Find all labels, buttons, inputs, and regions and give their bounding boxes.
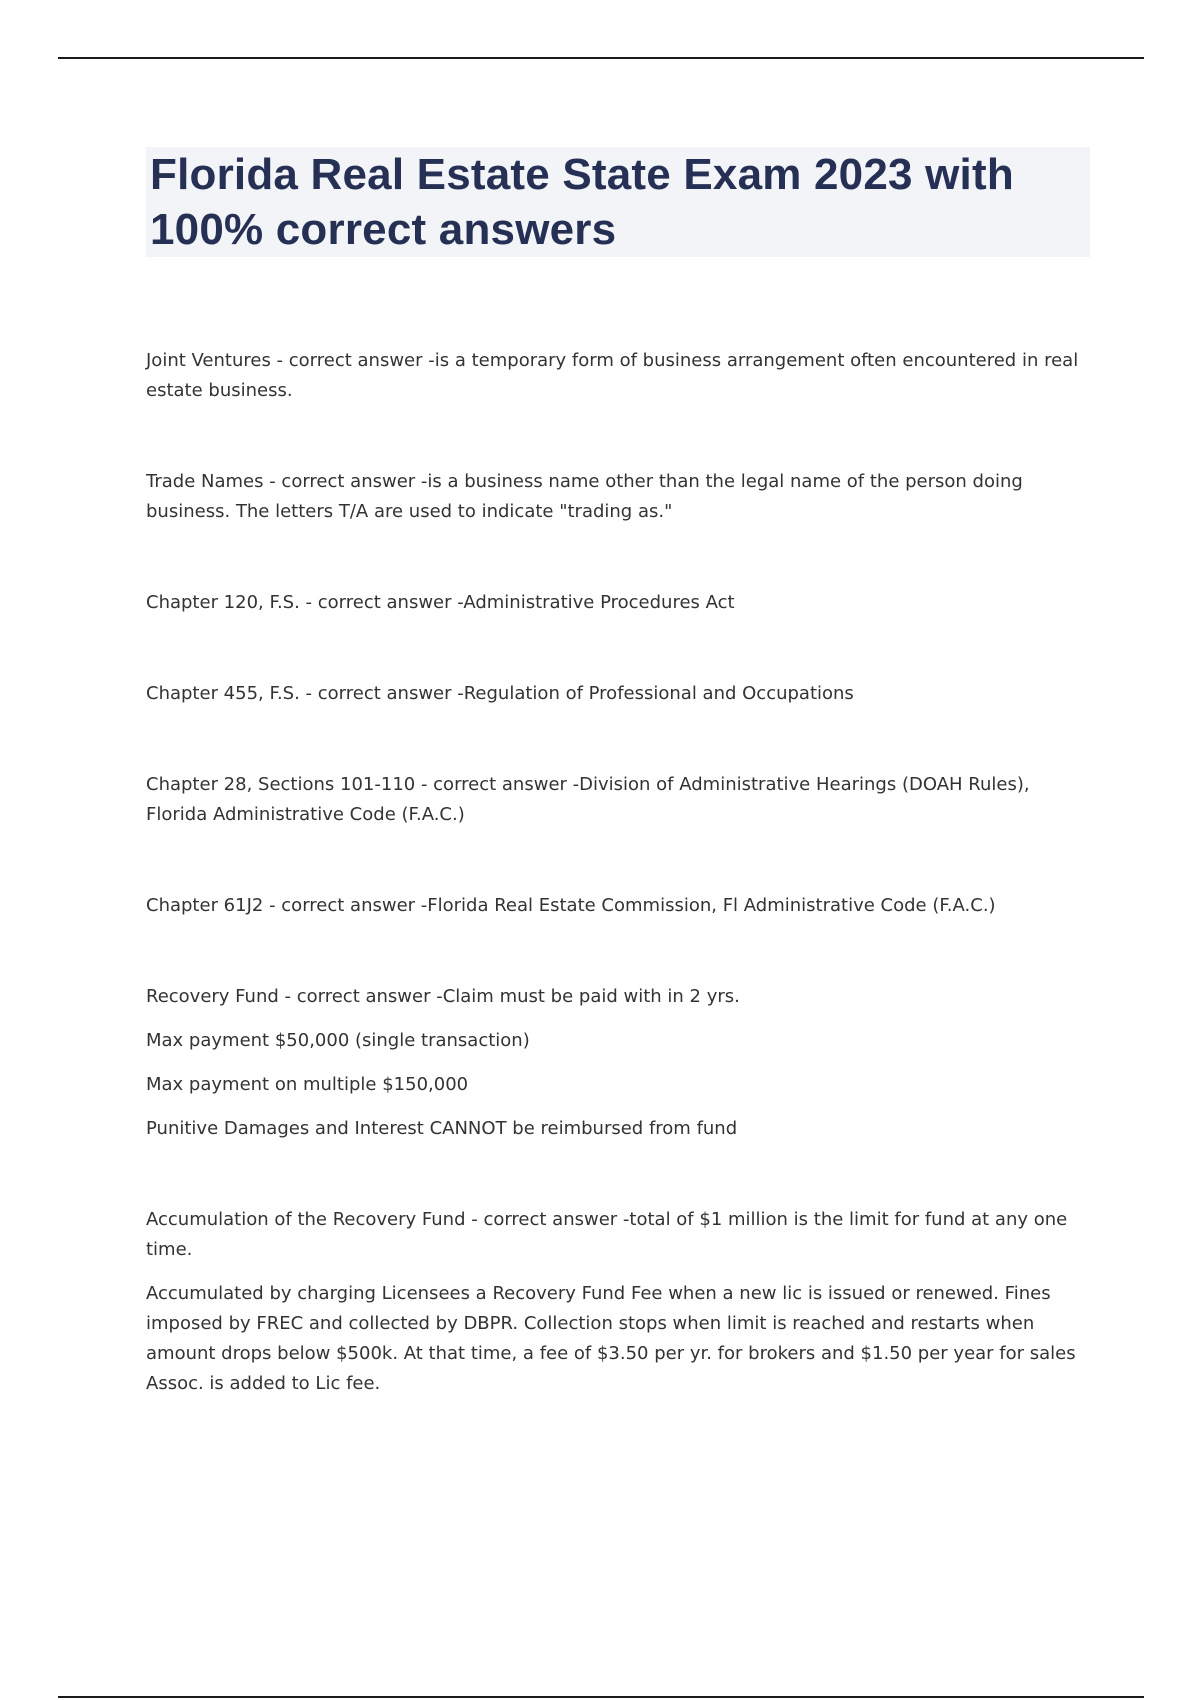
document-body — [146, 346, 1096, 1399]
entry-text: Accumulation of the Recovery Fund - correct answer -total of $1 million is the limit for fund at any one time. — [146, 1209, 1068, 1260]
entry-detail: Accumulated by charging Licensees a Recovery Fund Fee when a new lic is issued or renewed. Fines imposed by FREC and collected by DBPR. Collection stops when limit is reached and restarts when amount drops below $500k. At that time, a fee of $3.50 per yr. for brokers and $1.50 per year for sales Assoc. is added to Lic fee. — [146, 1283, 1076, 1394]
qa-entry — [146, 346, 1096, 406]
top-divider — [58, 57, 1144, 59]
entry-detail: Max payment $50,000 (single transaction) — [146, 1030, 530, 1051]
qa-entry-recovery-fund-accumulation — [146, 1205, 1096, 1399]
qa-entry — [146, 467, 1096, 527]
document-title: Florida Real Estate State Exam 2023 with 100% correct answers — [150, 150, 1014, 254]
bottom-divider — [58, 1696, 1144, 1698]
qa-entry — [146, 588, 1096, 618]
qa-entry — [146, 679, 1096, 709]
entry-text: Chapter 120, F.S. - correct answer -Administrative Procedures Act — [146, 592, 735, 613]
title-block — [146, 147, 1090, 257]
entry-text: Trade Names - correct answer -is a business name other than the legal name of the person doing business. The letters T/A are used to indicate "trading as." — [146, 471, 1023, 522]
entry-text: Recovery Fund - correct answer -Claim must be paid with in 2 yrs. — [146, 986, 740, 1007]
qa-entry — [146, 770, 1096, 830]
entry-text: Chapter 61J2 - correct answer -Florida Real Estate Commission, Fl Administrative Code (F.A.C.) — [146, 895, 996, 916]
entry-text: Joint Ventures - correct answer -is a temporary form of business arrangement often encountered in real estate business. — [146, 350, 1079, 401]
qa-entry-recovery-fund — [146, 982, 1096, 1144]
qa-entry — [146, 891, 1096, 921]
entry-detail: Max payment on multiple $150,000 — [146, 1074, 469, 1095]
entry-text: Chapter 455, F.S. - correct answer -Regulation of Professional and Occupations — [146, 683, 854, 704]
entry-detail: Punitive Damages and Interest CANNOT be reimbursed from fund — [146, 1118, 738, 1139]
entry-text: Chapter 28, Sections 101-110 - correct answer -Division of Administrative Hearings (DOAH Rules), Florida Administrative Code (F.A.C.) — [146, 774, 1030, 825]
